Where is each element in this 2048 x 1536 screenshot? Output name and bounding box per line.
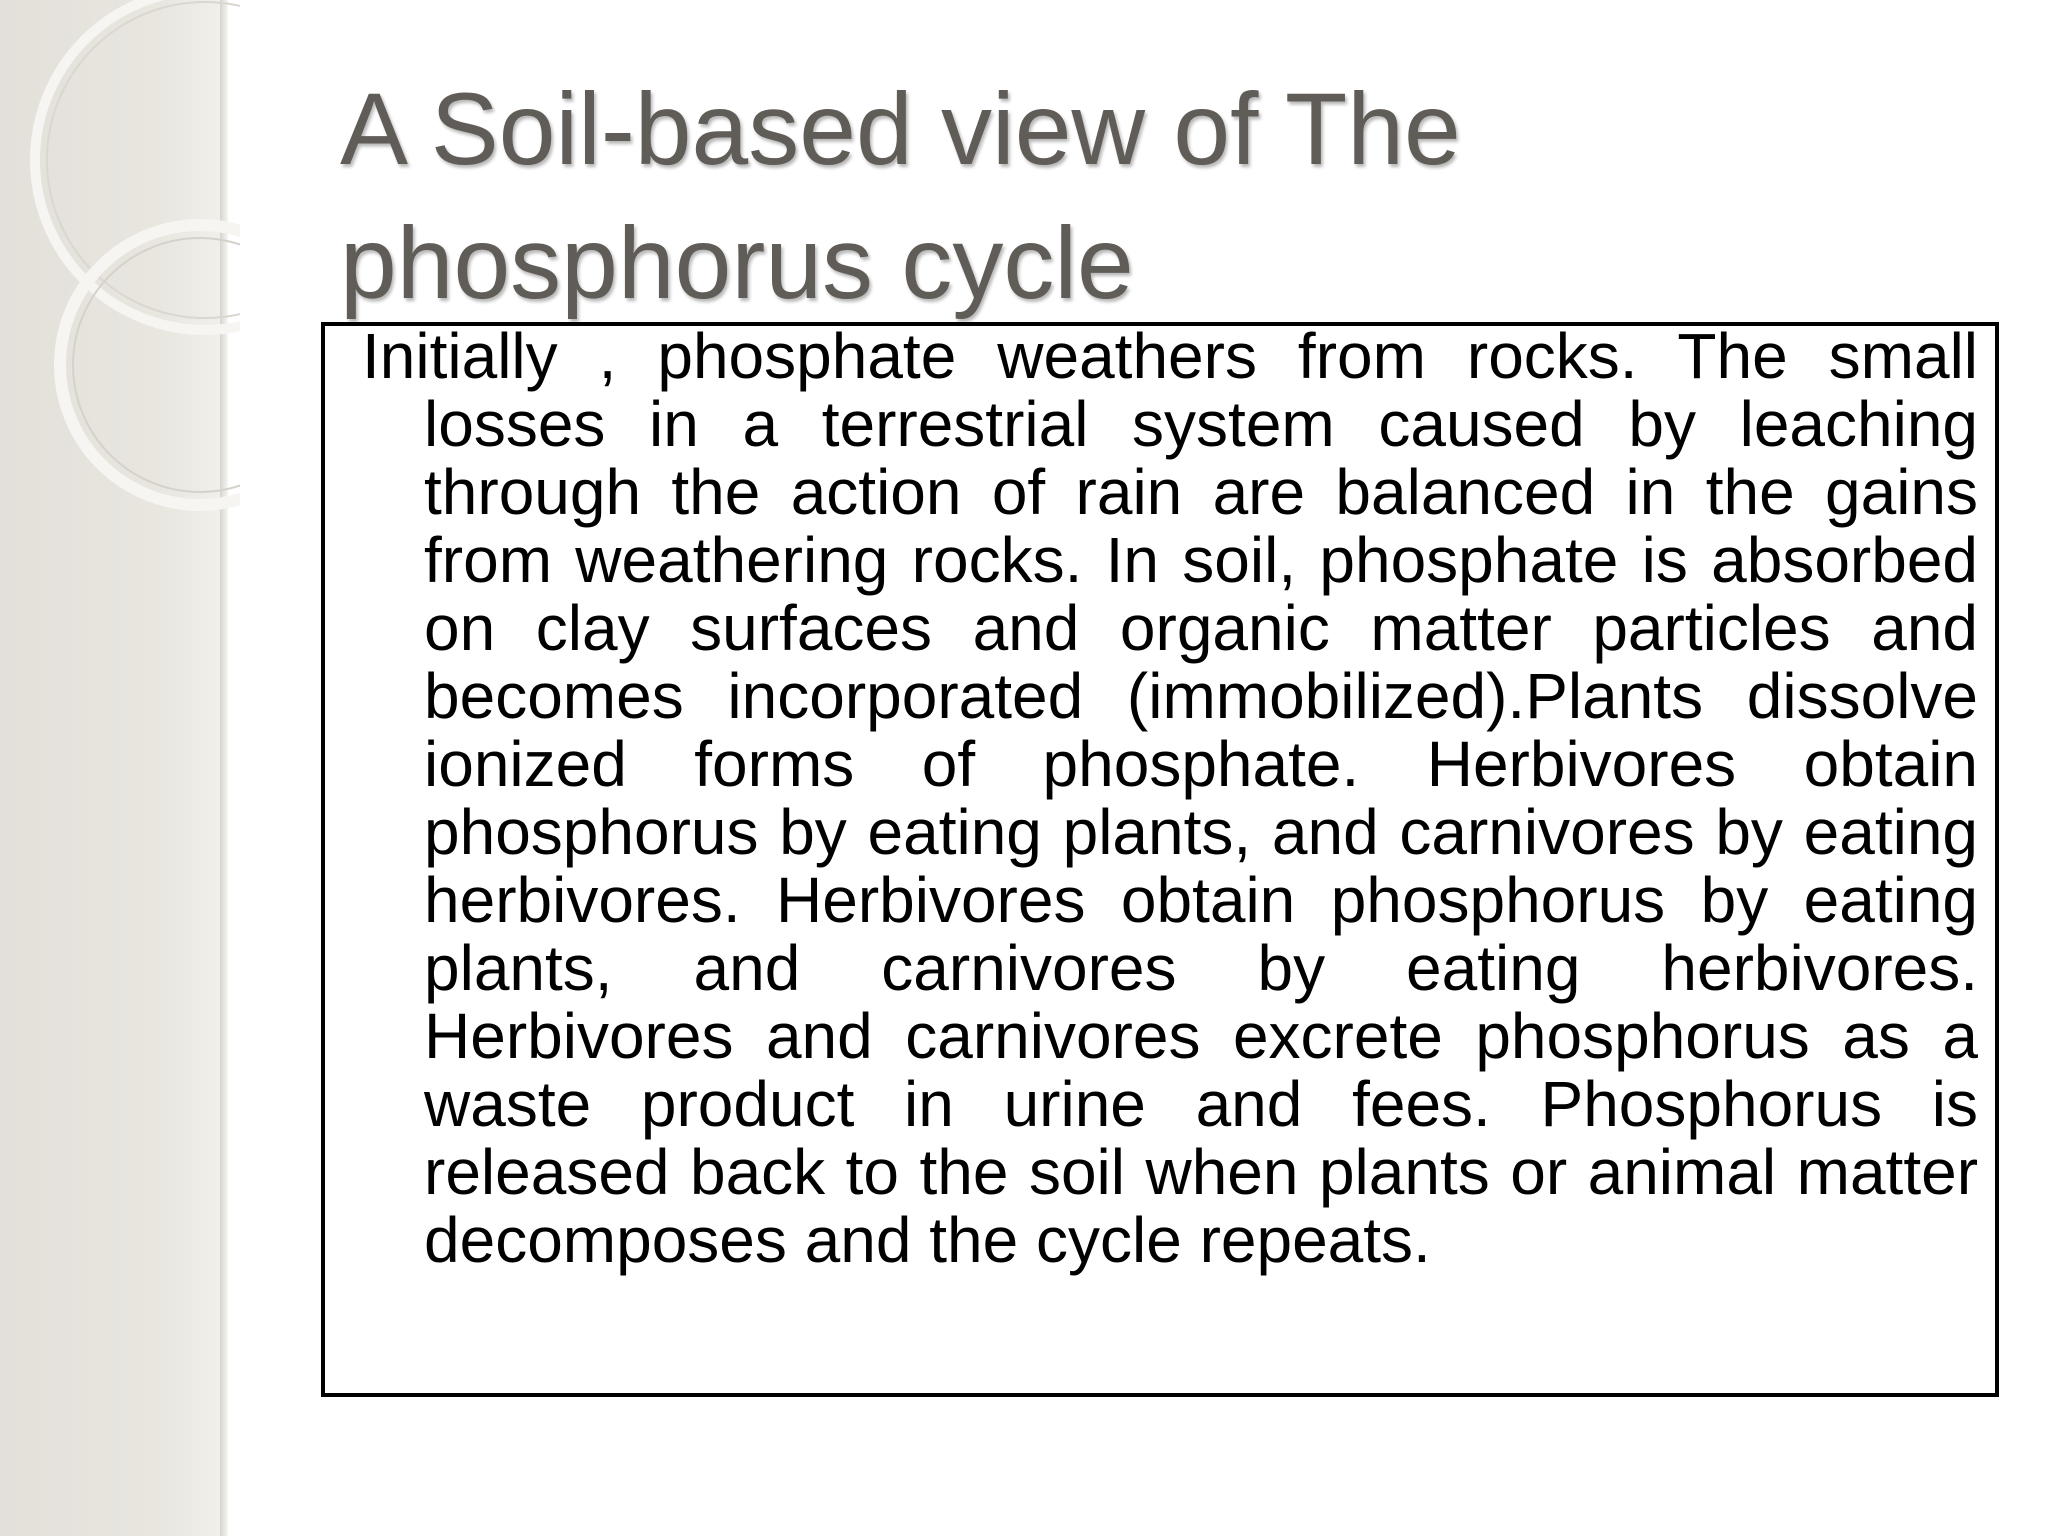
small-ring xyxy=(60,225,240,505)
decorative-circles xyxy=(0,0,240,520)
slide-title: A Soil-based view of The phosphorus cycle xyxy=(340,72,1461,320)
body-paragraph: Initially , phosphate weathers from rocks. The small losses in a terrestrial system caused by leaching through the action of rain are balanced in the gains from weathering rocks. In soil, phosphate is absorbed on clay surfaces and organic matter particles and becomes incorporated (immobilized).Plants dissolve ionized forms of phosphate. Herbivores obtain phosphorus by eating plants, and carnivores by eating herbivores. Herbivores obtain phosphorus by eating plants, and carnivores by eating herbivores. Herbivores and carnivores excrete phosphorus as a waste product in urine and fees. Phosphorus is released back to the soil when plants or animal matter decomposes and the cycle repeats. xyxy=(362,320,1978,1276)
large-ring xyxy=(35,0,240,330)
